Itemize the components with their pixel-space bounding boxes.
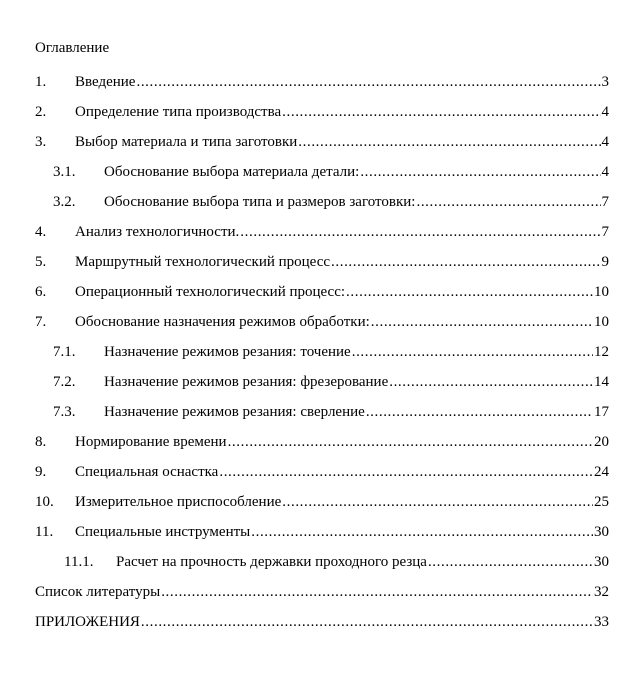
toc-entry-title: Назначение режимов резания: точение bbox=[104, 344, 351, 360]
dot-leader bbox=[371, 311, 593, 333]
toc-entry-title: Обоснование выбора материала детали: bbox=[104, 164, 360, 180]
toc-entry-number: 2. bbox=[35, 104, 47, 120]
dot-leader bbox=[240, 221, 600, 243]
toc-entry-number: 8. bbox=[35, 434, 47, 450]
toc-entry-page: 30 bbox=[594, 524, 609, 540]
toc-entry-page: 32 bbox=[594, 584, 609, 600]
toc-entry[interactable] bbox=[0, 490, 621, 520]
toc-entry-title: Маршрутный технологический процесс bbox=[75, 254, 331, 270]
toc-entry-page: 4 bbox=[601, 104, 609, 120]
toc-entry-page: 30 bbox=[594, 554, 609, 570]
toc-entry-number: 6. bbox=[35, 284, 47, 300]
toc-entry-page: 14 bbox=[594, 374, 609, 390]
toc-entry-title: Нормирование времени bbox=[75, 434, 227, 450]
toc-entry-page: 7 bbox=[601, 224, 609, 240]
toc-entry-page: 10 bbox=[594, 284, 609, 300]
toc-entry-title: Анализ технологичности. bbox=[75, 224, 240, 240]
toc-entry-number: 7.1. bbox=[53, 344, 76, 360]
toc-entry-appendices[interactable] bbox=[0, 610, 621, 640]
toc-entry[interactable] bbox=[0, 520, 621, 550]
toc-entry-title: Список литературы bbox=[35, 584, 161, 600]
toc-entry-number: 3.1. bbox=[53, 164, 76, 180]
dot-leader bbox=[352, 341, 593, 363]
toc-entry[interactable] bbox=[0, 280, 621, 310]
dot-leader bbox=[228, 431, 593, 453]
dot-leader bbox=[331, 251, 600, 273]
toc-entry-title: Назначение режимов резания: сверление bbox=[104, 404, 365, 420]
toc-entry-page: 20 bbox=[594, 434, 609, 450]
toc-entry-title: Назначение режимов резания: фрезерование bbox=[104, 374, 389, 390]
toc-entry-title: ПРИЛОЖЕНИЯ bbox=[35, 614, 140, 630]
toc-entry-number: 7.2. bbox=[53, 374, 76, 390]
dot-leader bbox=[282, 491, 593, 513]
toc-entry[interactable] bbox=[0, 430, 621, 460]
toc-entry-page: 17 bbox=[594, 404, 609, 420]
toc-entry-title: Специальная оснастка bbox=[75, 464, 219, 480]
toc-subentry[interactable] bbox=[0, 370, 621, 400]
toc-entry-number: 3.2. bbox=[53, 194, 76, 210]
toc-entry-number: 11.1. bbox=[64, 554, 94, 570]
toc-entry-page: 10 bbox=[594, 314, 609, 330]
dot-leader bbox=[251, 521, 593, 543]
toc-entry-title: Расчет на прочность державки проходного резца bbox=[116, 554, 427, 570]
toc-entry-page: 3 bbox=[601, 74, 609, 90]
toc-entry-number: 4. bbox=[35, 224, 47, 240]
toc-entry-number: 1. bbox=[35, 74, 47, 90]
toc-entry-number: 10. bbox=[35, 494, 54, 510]
toc-entry[interactable] bbox=[0, 310, 621, 340]
dot-leader bbox=[428, 551, 593, 573]
toc-entry[interactable] bbox=[0, 70, 621, 100]
toc-entry[interactable] bbox=[0, 460, 621, 490]
dot-leader bbox=[141, 611, 593, 633]
dot-leader bbox=[346, 281, 593, 303]
dot-leader bbox=[366, 401, 593, 423]
dot-leader bbox=[416, 191, 600, 213]
dot-leader bbox=[136, 71, 600, 93]
toc-entry-number: 9. bbox=[35, 464, 47, 480]
toc-entry-title: Введение bbox=[75, 74, 136, 90]
toc-entry-number: 7. bbox=[35, 314, 47, 330]
toc-entry-number: 3. bbox=[35, 134, 47, 150]
toc-subentry[interactable] bbox=[0, 550, 621, 580]
toc-entry-page: 4 bbox=[601, 164, 609, 180]
dot-leader bbox=[389, 371, 593, 393]
toc-entry-title: Операционный технологический процесс: bbox=[75, 284, 346, 300]
dot-leader bbox=[298, 131, 600, 153]
toc-entry-page: 7 bbox=[601, 194, 609, 210]
toc-entry-page: 12 bbox=[594, 344, 609, 360]
toc-entry-bibliography[interactable] bbox=[0, 580, 621, 610]
toc-entry[interactable] bbox=[0, 100, 621, 130]
toc-entry-page: 9 bbox=[601, 254, 609, 270]
toc-subentry[interactable] bbox=[0, 340, 621, 370]
toc-subentry[interactable] bbox=[0, 190, 621, 220]
toc-entry-page: 24 bbox=[594, 464, 609, 480]
toc-entry-title: Специальные инструменты bbox=[75, 524, 251, 540]
toc-entry-page: 4 bbox=[601, 134, 609, 150]
toc-entry-page: 33 bbox=[594, 614, 609, 630]
dot-leader bbox=[282, 101, 600, 123]
toc-list bbox=[0, 70, 621, 640]
toc-entry[interactable] bbox=[0, 130, 621, 160]
toc-entry-number: 5. bbox=[35, 254, 47, 270]
toc-title: Оглавление bbox=[35, 40, 110, 56]
toc-entry[interactable] bbox=[0, 250, 621, 280]
toc-entry-title: Выбор материала и типа заготовки bbox=[75, 134, 298, 150]
dot-leader bbox=[219, 461, 593, 483]
toc-entry[interactable] bbox=[0, 220, 621, 250]
toc-entry-title: Обоснование назначения режимов обработки: bbox=[75, 314, 370, 330]
toc-entry-number: 7.3. bbox=[53, 404, 76, 420]
dot-leader bbox=[360, 161, 600, 183]
toc-entry-page: 25 bbox=[594, 494, 609, 510]
toc-subentry[interactable] bbox=[0, 400, 621, 430]
dot-leader bbox=[161, 581, 593, 603]
toc-subentry[interactable] bbox=[0, 160, 621, 190]
toc-entry-title: Обоснование выбора типа и размеров заготовки: bbox=[104, 194, 416, 210]
toc-entry-title: Определение типа производства bbox=[75, 104, 282, 120]
toc-entry-number: 11. bbox=[35, 524, 54, 540]
toc-entry-title: Измерительное приспособление bbox=[75, 494, 282, 510]
